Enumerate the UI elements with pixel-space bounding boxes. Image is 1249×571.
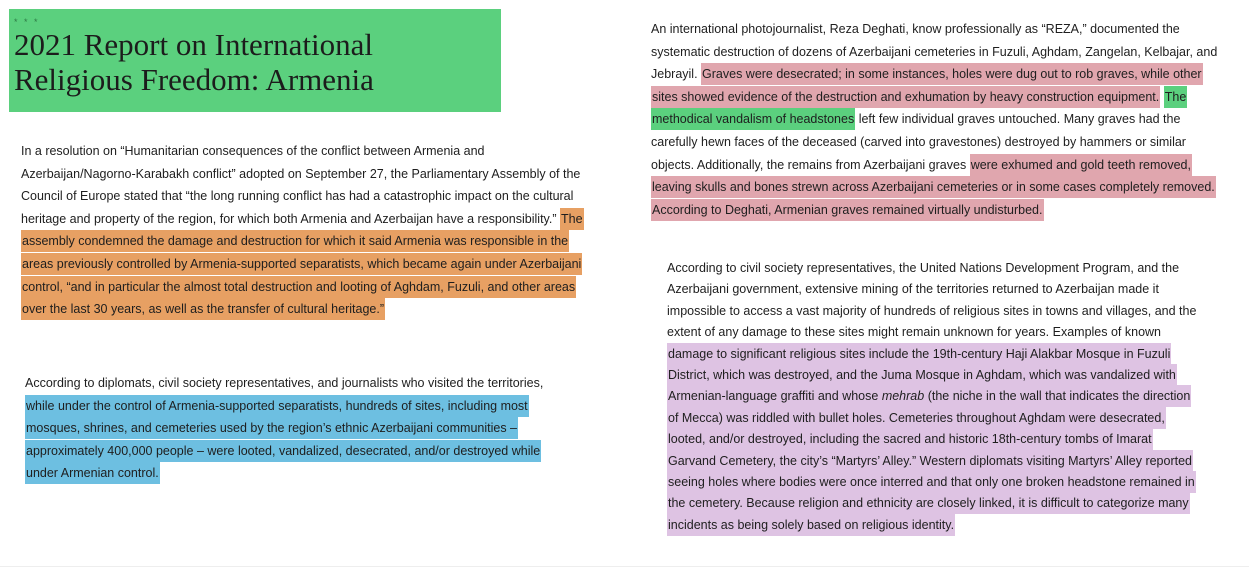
purple-text-1: damage to significant religious sites include the 19th-century Haji Alakbar Mosque in Fuzuli District, which was destroyed, and the Juma Mosque in Aghdam, which was vandalized with Armenian-language graffiti and whose [668, 346, 1176, 404]
right-p1-highlight-red-2: were exhumed and gold teeth removed, leaving skulls and bones strewn across Azerbaijani cemeteries or in some cases completely removed. According to Deghati, Armenian graves remained virtually undisturbed. [651, 154, 1216, 221]
purple-italic-term: mehrab [881, 389, 925, 404]
purple-text-2: (the niche in the wall that indicates the direction of Mecca) was riddled with bullet holes. Cemeteries throughout Aghdam were desecrated, looted, and/or destroyed, including the sacred and historic 18th-century tombs of Imarat Garvand Cemetery, the city’s “Martyrs’ Alley.” Western diplomats visiting Martyrs’ Alley reported seeing holes where bodies were once interred and that only one broken headstone remained in the cemetery. Because religion and ethnicity are closely linked, it is difficult to categorize many incidents as being solely based on religious identity. [668, 389, 1195, 532]
decorative-stars: * * * [14, 17, 40, 27]
left-paragraph-1 [21, 140, 599, 321]
left-paragraph-2 [25, 372, 559, 485]
right-p1-middle: left few individual graves untouched. Many graves had the carefully hewn faces of the deceased (carved into gravestones) destroyed by hammers or similar objects. Additionally, the remains from Azerbaijani graves [651, 112, 1186, 172]
left-p2-highlight-blue: while under the control of Armenia-supported separatists, hundreds of sites, including most mosques, shrines, and cemeteries used by the region’s ethnic Azerbaijani communities – approximately 400,000 people – were looted, vandalized, desecrated, and/or destroyed while under Armenian control. [25, 395, 541, 485]
right-p1-intro: An international photojournalist, Reza Deghati, know professionally as “REZA,” documented the systematic destruction of dozens of Azerbaijani cemeteries in Fuzuli, Aghdam, Zangelan, Kelbajar, and Jebrayil. [651, 22, 1218, 82]
right-p1-highlight-green: The methodical vandalism of headstones [651, 86, 1187, 131]
page-title: 2021 Report on International Religious Freedom: Armenia [14, 27, 374, 97]
right-paragraph-1 [651, 18, 1219, 221]
left-p1-highlight-orange: The assembly condemned the damage and destruction for which it said Armenia was responsible in the areas previously controlled by Armenia-supported separatists, which became again under Azerbaijani control, “and in particular the almost total destruction and looting of Aghdam, Fuzuli, and other areas over the last 30 years, as well as the transfer of cultural heritage.” [21, 208, 584, 320]
right-paragraph-2 [667, 258, 1201, 536]
right-p2-highlight-purple [667, 343, 1196, 536]
left-p1-plain: In a resolution on “Humanitarian consequences of the conflict between Armenia and Azerbaijan/Nagorno-Karabakh conflict” adopted on September 27, the Parliamentary Assembly of the Council of Europe stated that “the long running conflict has had a catastrophic impact on the cultural heritage and property of the region, for which both Armenia and Azerbaijan have a responsibility.” [21, 144, 581, 226]
left-p2-plain: According to diplomats, civil society representatives, and journalists who visited the territories, [25, 376, 544, 390]
bottom-divider [0, 566, 1249, 567]
right-p2-plain: According to civil society representatives, the United Nations Development Program, and the Azerbaijani government, extensive mining of the territories returned to Azerbaijan made it impossible to access a vast majority of hundreds of religious sites in towns and villages, and the extent of any damage to these sites might remain unknown for years. Examples of known [667, 261, 1197, 340]
title-block [9, 9, 501, 112]
right-p1-highlight-red-1: Graves were desecrated; in some instances, holes were dug out to rob graves, while other sites showed evidence of the destruction and exhumation by heavy construction equipment. [651, 63, 1203, 108]
